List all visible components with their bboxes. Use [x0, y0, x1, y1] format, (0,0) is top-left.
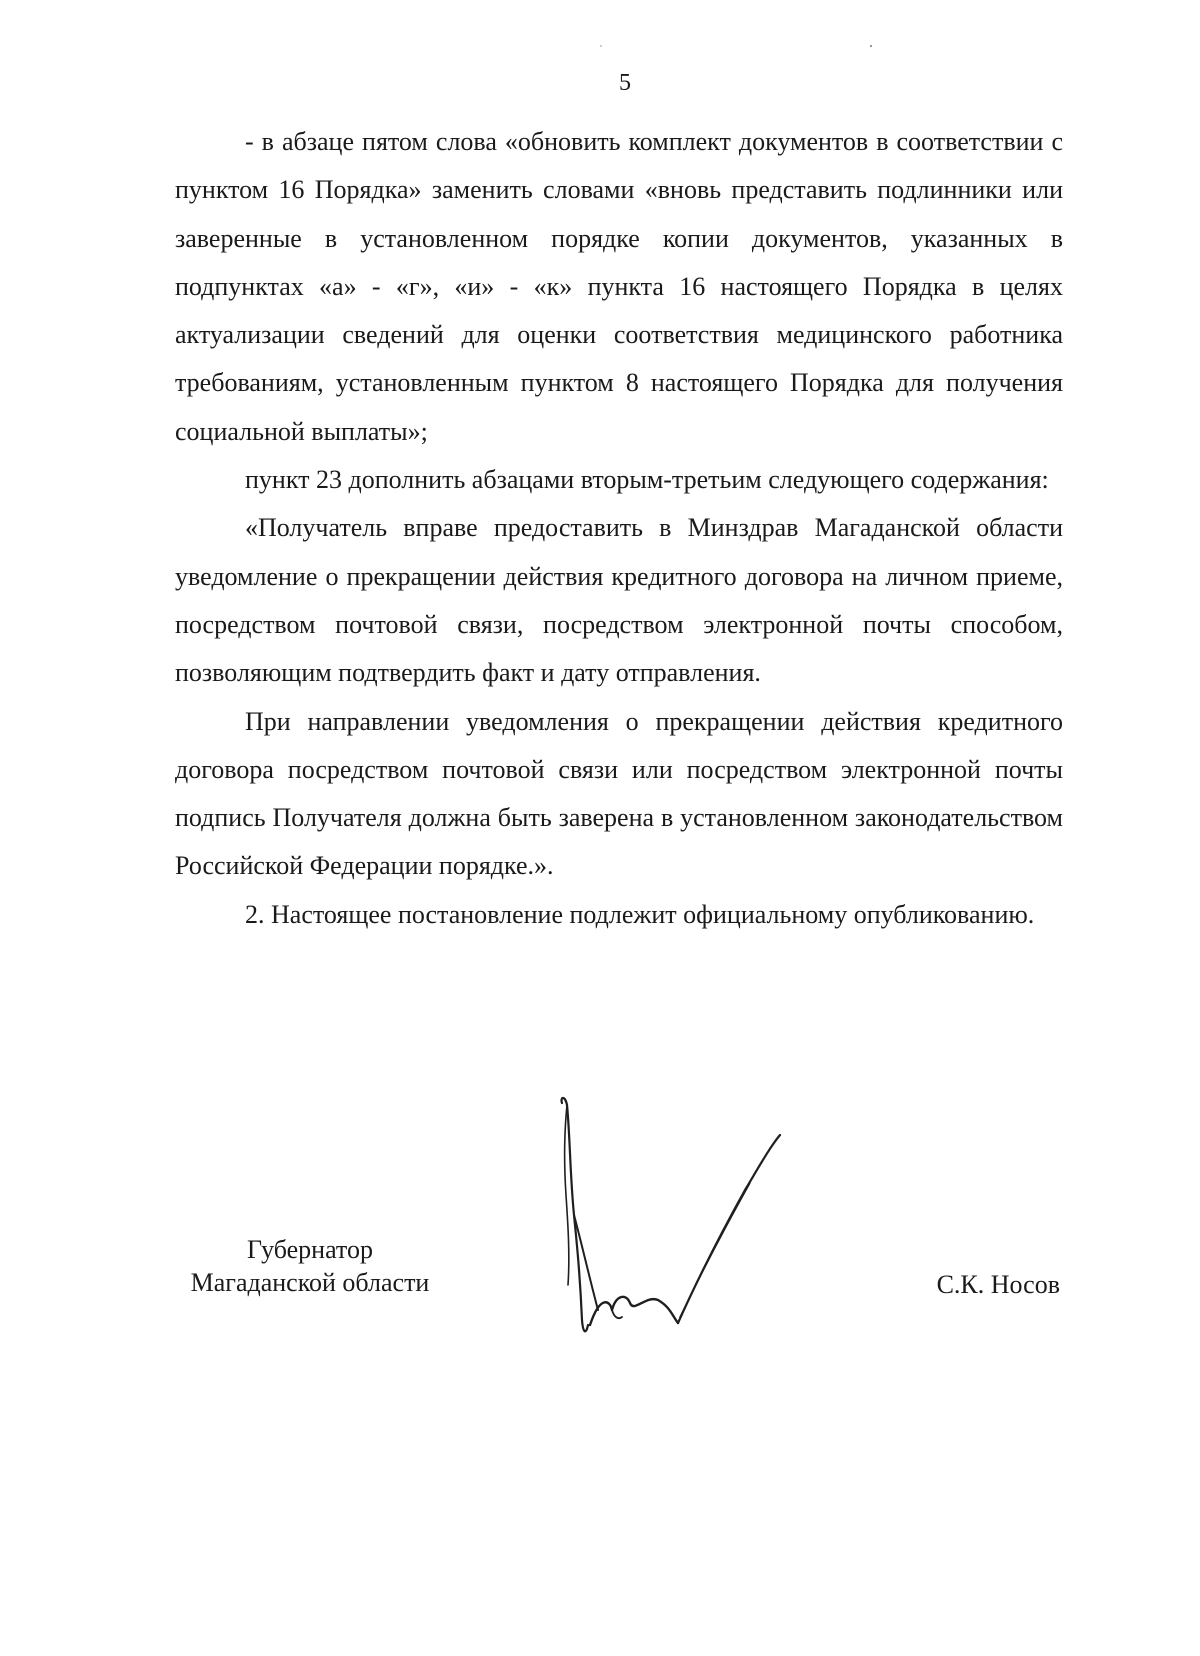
signatory-position-line1: Губернатор: [247, 1235, 373, 1264]
paragraph-signature-certification: При направлении уведомления о прекращении действия кредитного договора посредством почтовой связи или посредством электронной почты подпись Получателя должна быть заверена в установленном законодательством Российской Федерации порядке.».: [175, 706, 1063, 881]
signatory-position: [175, 1233, 445, 1299]
signatory-name: С.К. Носов: [936, 1270, 1060, 1299]
paragraph-publication: 2. Настоящее постановление подлежит официальному опубликованию.: [245, 899, 1035, 929]
handwritten-signature: [560, 1095, 820, 1345]
scan-speck: [600, 45, 602, 47]
page-number: 5: [619, 70, 631, 96]
paragraph-amendment-abzats-5: - в абзаце пятом слова «обновить комплект документов в соответствии с пунктом 16 Порядка» заменить словами «вновь представить подлинники или заверенные в установленном порядке копии документов, указанных в подпунктах «а» - «г», «и» - «к» пункта 16 настоящего Порядка в целях актуализации сведений для оценки соответствия медицинского работника требованиям, установленным пунктом 8 настоящего Порядка для получения социальной выплаты»;: [175, 127, 1063, 446]
paragraph-recipient-notification: «Получатель вправе предоставить в Минздрав Магаданской области уведомление о прекращении действия кредитного договора на личном приеме, посредством почтовой связи, посредством электронной почты способом, позволяющим подтвердить факт и дату отправления.: [175, 513, 1063, 688]
paragraph-punkt-23: пункт 23 дополнить абзацами вторым-третьим следующего содержания:: [245, 465, 1049, 495]
scan-speck: [870, 45, 872, 47]
signatory-position-line2: Магаданской области: [190, 1268, 430, 1297]
